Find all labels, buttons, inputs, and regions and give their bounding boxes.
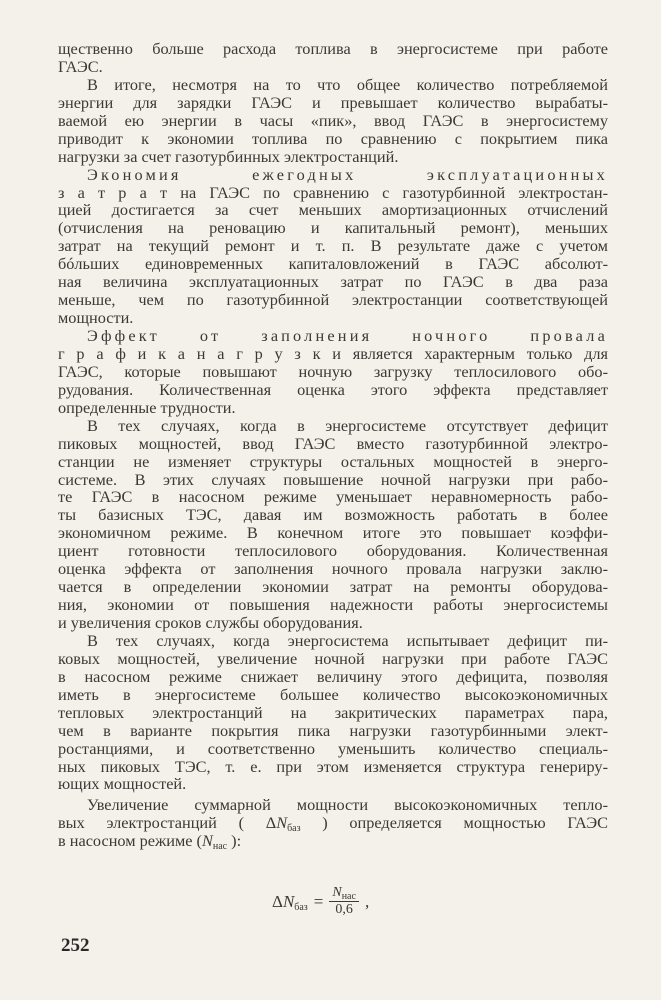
paragraph [58,166,608,327]
text-line: иметь в энергосистеме большее количество высокоэкономичных [58,684,608,704]
text-line: оценка эффекта от заполнения ночного провала нагрузки заклю- [58,559,608,579]
page-number: 252 [61,935,90,956]
delta-symbol: Δ [272,891,283,911]
page-body [58,39,609,853]
text-line: ковых мощностей, увеличение ночной нагрузки при работе ГАЭС [58,648,608,668]
text-line: чается в определении экономии затрат на ремонты оборудова- [58,577,608,597]
text-line: г р а ф и к а н а г р у з к и является характерным только для [58,343,608,363]
subscript: нас [212,841,228,853]
text-line: энергии для зарядки ГАЭС и превышает количество вырабаты- [58,92,608,112]
variable-n: N [201,831,213,851]
text-line: затрат на текущий ремонт и т. п. В результате даже с учетом [58,236,608,256]
text-line: ния, экономии от повышения надежности работы энергосистемы [58,595,608,615]
text-line: В тех случаях, когда в энергосистеме отсутствует дефицит [87,415,608,435]
variable-n: N [276,813,288,833]
text-line: ростанциями, и соответственно уменьшить количество специаль- [58,738,608,758]
paragraph [58,40,608,76]
text-line: Экономия ежегодных эксплуатационных [87,164,608,184]
text-line: ных пиковых ТЭС, т. е. при этом изменяется структура генериру- [58,756,608,776]
text-line: мощности. [58,308,134,328]
text-line: те ГАЭС в насосном режиме уменьшает неравномерность рабо- [58,487,608,507]
text-line: ГАЭС, которые повышают ночную загрузку теплосилового обо- [58,361,608,381]
text-line: щественно больше расхода топлива в энергосистеме при работе [58,39,608,58]
paragraph [58,632,608,793]
text-line: рудования. Количественная оценка этого эффекта представляет [58,379,608,399]
text-line: определенные трудности. [58,397,236,417]
text-line: пиковых мощностей, ввод ГАЭС вместо газотурбинной электро- [58,433,608,453]
denominator: 0,6 [335,902,353,917]
equals-sign: = [313,891,324,911]
text-line [58,831,608,853]
text-line: Увеличение суммарной мощности высокоэкономичных тепло- [87,795,608,815]
text-line: экономичном режиме. В конечном итоге это повышает коэффи- [58,523,608,543]
text-line: ваемой ею энергии в часы «пик», ввод ГАЭС в энергосистему [58,110,608,130]
text-span: ) определяется мощностью ГАЭС [300,813,609,833]
text-line: ющих мощностей. [58,774,187,794]
paragraph [58,327,608,417]
subscript: баз [287,823,301,835]
text-line: тепловых электростанций на закритических параметрах пара, [58,702,608,722]
text-line: ты базисных ТЭС, давая им возможность работать в более [58,505,608,525]
variable-n: N [282,891,295,911]
formula [272,885,369,918]
text-line: приводит к экономии топлива по сравнению с покрытием пика [58,128,608,148]
text-line: и увеличения сроков службы оборудования. [58,613,363,632]
text-line: циент готовности теплосилового оборудования. Количественная [58,541,608,561]
text-line: бóльших единовременных капиталовложений в ГАЭС абсолют- [58,254,608,274]
text-span: вых электростанций ( Δ [58,813,277,833]
text-line: нагрузки за счет газотурбинных электростанций. [58,146,399,166]
fraction [329,885,359,918]
text-line: меньше, чем по газотурбинной электростанции соответствующей [58,290,608,310]
text-line: чем в варианте покрытия пика нагрузки газотурбинными элект- [58,720,608,740]
variable-n: N [332,885,342,900]
numerator [329,885,359,902]
subscript: нас [341,891,356,902]
text-line: (отчисления на реновацию и капитальный ремонт), меньших [58,218,608,238]
text-span: ): [227,831,242,851]
text-span: в насосном режиме ( [58,831,202,851]
formula-comma: , [364,891,370,911]
text-line: системе. В этих случаях повышение ночной нагрузки при рабо- [58,469,608,489]
text-line: в насосном режиме снижает величину этого дефицита, позволяя [58,666,608,686]
subscript: баз [294,901,308,913]
text-line: цией достигается за счет меньших амортизационных отчислений [58,200,608,220]
text-line: В тех случаях, когда энергосистема испытывает дефицит пи- [87,630,608,650]
paragraph [58,76,608,166]
text-line: В итоге, несмотря на то что общее количество потребляемой [87,74,608,94]
text-line: ная величина эксплуатационных затрат по ГАЭС в два раза [58,272,608,292]
text-line: станции не изменяет структуры остальных мощностей в энерго- [58,451,608,471]
text-line: ГАЭС. [58,56,103,76]
text-line: з а т р а т на ГАЭС по сравнению с газотурбинной электростан- [58,182,608,202]
paragraph [58,417,608,632]
paragraph [58,795,609,853]
text-line [58,813,609,835]
formula-lhs [272,892,308,912]
text-line: Эффект от заполнения ночного провала [87,326,608,345]
